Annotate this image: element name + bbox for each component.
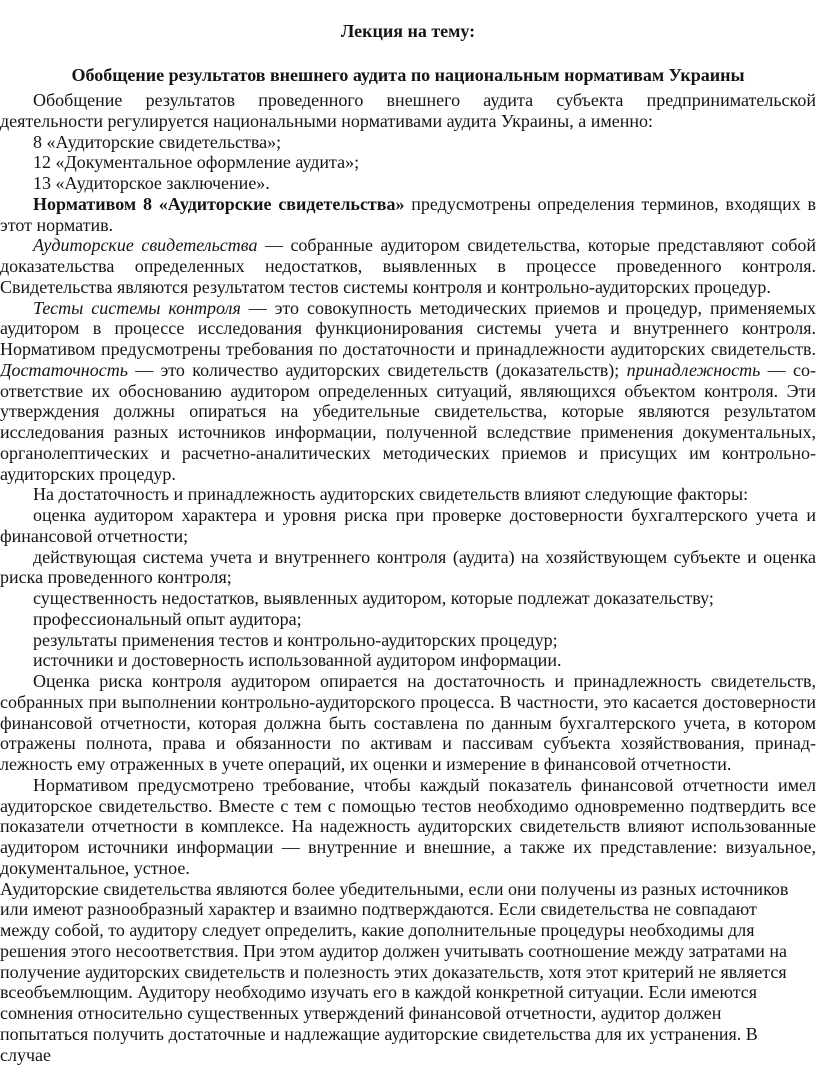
text-run: органолептических и расчетно-аналитических методических приемов и присущих им контрольно-	[0, 442, 816, 463]
text-run: лежность ему отраженных в учете операций, их оценки и измерение в финансовой отчетности.	[0, 754, 732, 774]
text-line	[0, 526, 816, 547]
text-line	[0, 360, 816, 381]
text-run: получение аудиторских свидетельств и полезность этих доказательств, хотя этот критерий не является	[0, 961, 787, 982]
text-run: Нормативом предусмотрены требования по достаточности и принадлежности аудиторских свидетельств.	[0, 339, 816, 359]
text-line	[0, 194, 816, 215]
text-run: финансовой отчетности;	[0, 525, 189, 546]
text-line-content	[0, 733, 816, 754]
text-line	[0, 671, 816, 692]
text-run: финансовой отчетности, которая должна быть составлена по данным бухгалтерского учета, в котором	[0, 712, 816, 733]
text-line	[0, 422, 816, 443]
text-run: случае	[0, 1044, 52, 1065]
text-line-content	[0, 796, 816, 817]
text-line	[0, 609, 816, 630]
text-line-content	[33, 588, 714, 609]
text-line	[0, 941, 816, 962]
text-line	[0, 837, 816, 858]
text-line-content	[0, 837, 816, 858]
text-line	[0, 277, 816, 298]
bold-text: Нормативом 8 «Аудиторские свидетельства»	[33, 193, 405, 214]
text-line-content	[0, 1003, 721, 1024]
text-line-content	[0, 879, 788, 900]
text-line	[0, 111, 816, 132]
text-line	[0, 90, 816, 111]
text-run: Оценка риска контроля аудитором опирается на достаточность и принадлежность свидетельств,	[33, 671, 816, 691]
text-line	[0, 899, 816, 920]
text-line-content	[0, 1045, 51, 1066]
text-line-content	[0, 422, 816, 443]
text-line	[0, 920, 816, 941]
italic-term: Тесты системы контроля	[33, 297, 241, 318]
text-line	[0, 235, 816, 256]
text-line	[0, 547, 816, 568]
text-line	[0, 339, 816, 360]
text-run: попытаться получить достаточные и надлежащие аудиторские свидетельства для их устранения. В	[0, 1023, 758, 1044]
text-line-content	[0, 401, 816, 422]
text-line-content	[0, 899, 757, 920]
text-line-content	[0, 754, 731, 775]
text-run: или имеют разнообразный характер и взаимно подтверждаются. Если свидетельства не совпадают	[0, 899, 757, 920]
text-line	[0, 173, 816, 194]
text-run: деятельности регулируется национальными нормативами аудита Украины, а именно:	[0, 110, 653, 131]
text-run: исследования разных источников информации, полученной вследствие применения документальных,	[0, 422, 816, 442]
text-line-content	[33, 235, 816, 256]
text-run: доказательства определенных недостатков, выявленных в процессе проведенного контроля.	[0, 256, 816, 276]
text-line-content	[0, 256, 816, 277]
text-line-content	[33, 90, 816, 111]
text-line-content	[0, 962, 787, 983]
text-run: отражены полнота, права и обязанности по активам и пассивам субъекта хозяйствования, принад-	[0, 733, 816, 754]
text-run: действующая система учета и внутреннего контроля (аудита) на хозяйствующем субъекте и оценка	[33, 546, 816, 567]
text-line-content	[33, 194, 816, 215]
italic-term: Аудиторские свидетельства	[33, 235, 258, 256]
text-line-content	[0, 713, 816, 734]
text-run: Обобщение результатов проведенного внешнего аудита субъекта предпринимательской	[33, 90, 816, 110]
text-run: всеобъемлющим. Аудитору необходимо изучать его в каждой конкретной ситуации. Если имеются	[0, 982, 758, 1003]
text-line-content	[0, 692, 816, 713]
text-line-content	[0, 443, 816, 464]
text-run: — собранные аудитором свидетельства, которые представляют собой	[257, 235, 816, 256]
text-line-content	[33, 505, 816, 526]
text-line	[0, 879, 816, 900]
text-line-content	[0, 360, 816, 381]
text-line-content	[33, 671, 816, 692]
text-line-content	[33, 650, 561, 671]
text-line	[0, 982, 816, 1003]
text-run: Аудиторские свидетельства являются более убедительными, если они получены из разных источников	[0, 878, 789, 899]
text-line-content	[0, 567, 232, 588]
text-line	[0, 733, 816, 754]
text-line-content	[0, 982, 757, 1003]
text-line-content	[0, 816, 816, 837]
text-run: собранных при выполнении контрольно-аудиторского процесса. В частности, это касается достоверности	[0, 691, 816, 712]
text-run: существенность недостатков, выявленных аудитором, которые подлежат доказательству;	[33, 588, 714, 608]
text-line	[0, 816, 816, 837]
text-line-content	[33, 132, 281, 153]
text-line	[0, 1024, 816, 1045]
text-line	[0, 505, 816, 526]
text-line	[0, 630, 816, 651]
text-run: аудитором в процессе исследования функционирования системы учета и внутреннего контроля.	[0, 318, 816, 339]
text-line-content	[33, 173, 270, 194]
text-run: профессиональный опыт аудитора;	[33, 608, 302, 629]
text-line-content	[33, 775, 816, 796]
text-run: аудитором источники информации — внутренние и внешние, а также их представление: визуальное,	[0, 837, 816, 857]
text-line	[0, 464, 816, 485]
text-run: 12 «Документальное оформление аудита»;	[33, 152, 360, 173]
text-line-content	[0, 526, 188, 547]
text-line	[0, 754, 816, 775]
italic-term: принадлежность	[626, 359, 761, 380]
text-line-content	[0, 318, 816, 339]
text-run: документальное, устное.	[0, 857, 190, 878]
text-line-content	[33, 298, 816, 319]
text-line	[0, 650, 816, 671]
text-line-content	[0, 277, 771, 298]
text-line	[0, 381, 816, 402]
text-run: результаты применения тестов и контрольно-аудиторских процедур;	[33, 629, 558, 650]
text-run: решения этого несоответствия. При этом аудитор должен учитывать соотношение между затратами на	[0, 940, 788, 961]
text-line	[0, 318, 816, 339]
text-run: ответствие их обоснованию аудитором определенных ситуаций, являющихся объектом контроля. Эти	[0, 380, 816, 401]
text-line-content	[0, 920, 754, 941]
text-line	[0, 298, 816, 319]
document-heading: Обобщение результатов внешнего аудита по национальным нормативам Украины	[71, 65, 745, 85]
text-line	[0, 962, 816, 983]
text-line-content	[0, 1024, 758, 1045]
text-run: 8 «Аудиторские свидетельства»;	[33, 131, 282, 152]
text-line-content	[33, 609, 302, 630]
italic-term: Достаточность	[0, 359, 128, 380]
text-run: Свидетельства являются результатом тестов системы контроля и контрольно-аудиторских процедур.	[0, 276, 771, 297]
text-line-content	[0, 215, 113, 236]
text-line	[0, 692, 816, 713]
text-run: аудиторских процедур.	[0, 463, 176, 484]
text-line-content	[0, 381, 816, 402]
text-line	[0, 152, 816, 173]
text-line	[0, 401, 816, 422]
text-line	[0, 775, 816, 796]
text-line	[0, 256, 816, 277]
text-run: 13 «Аудиторское заключение».	[33, 173, 270, 193]
text-line	[0, 567, 816, 588]
text-line	[0, 1045, 816, 1066]
text-line	[0, 796, 816, 817]
text-line	[0, 1003, 816, 1024]
text-line-content	[33, 484, 748, 505]
text-line-content	[0, 339, 816, 360]
text-line-content	[0, 464, 176, 485]
text-line-content	[0, 941, 787, 962]
text-run: утверждения должны опираться на убедительные свидетельства, которые являются результатом	[0, 401, 816, 422]
text-line	[0, 215, 816, 236]
text-run: — это количество аудиторских свидетельств (доказательств);	[127, 359, 627, 380]
text-run: — это совокупность методических приемов и процедур, применяемых	[240, 297, 816, 318]
text-run: оценка аудитором характера и уровня риска при проверке достоверности бухгалтерского учета и	[33, 505, 816, 525]
text-line-content	[0, 111, 653, 132]
text-run: аудиторское свидетельство. Вместе с тем с помощью тестов необходимо одновременно подтвердить все	[0, 795, 816, 816]
text-line	[0, 443, 816, 464]
text-run: риска проведенного контроля;	[0, 567, 232, 588]
text-line	[0, 858, 816, 879]
text-line-content	[33, 152, 359, 173]
text-line	[0, 484, 816, 505]
text-line	[0, 713, 816, 734]
text-run: показатели отчетности в комплексе. На надежность аудиторских свидетельств влияют использованные	[0, 816, 816, 837]
text-line-content	[0, 858, 190, 879]
text-run: между собой, то аудитору следует определить, какие дополнительные процедуры необходимы для	[0, 920, 755, 940]
text-line-content	[33, 630, 558, 651]
text-run: — со-	[760, 359, 816, 380]
text-line	[0, 588, 816, 609]
text-run: На достаточность и принадлежность аудиторских свидетельств влияют следующие факторы:	[33, 484, 749, 505]
text-line-content	[33, 547, 816, 568]
text-run: источники и достоверность использованной аудитором информации.	[33, 650, 562, 671]
text-run: этот норматив.	[0, 214, 114, 235]
text-run: предусмотрены определения терминов, входящих в	[404, 193, 816, 214]
text-run: Нормативом предусмотрено требование, чтобы каждый показатель финансовой отчетности имел	[33, 774, 816, 795]
document-body	[0, 90, 816, 1065]
text-line	[0, 132, 816, 153]
lecture-label: Лекция на тему:	[340, 21, 476, 41]
text-run: сомнения относительно существенных утверждений финансовой отчетности, аудитор должен	[0, 1003, 722, 1023]
